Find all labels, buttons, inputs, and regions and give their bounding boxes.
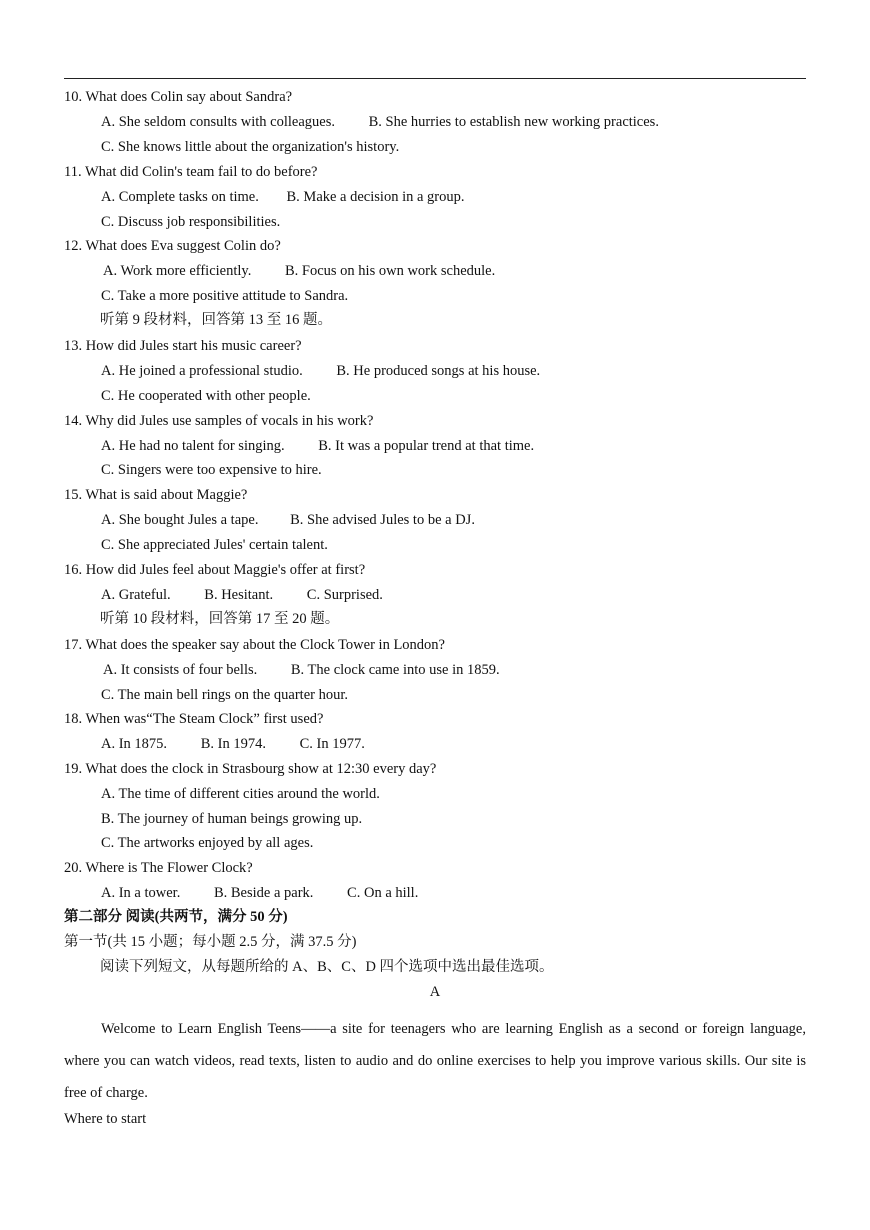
question-17-option-a: A. It consists of four bells. [103,662,258,678]
question-16-option-c: C. Surprised. [306,587,383,603]
question-10-options-row [101,113,659,131]
passage-subheading: Where to start [64,1111,147,1127]
reading-instruction: 阅读下列短文，从每题所给的 A、B、C、D 四个选项中选出最佳选项。 [100,959,554,975]
question-17-stem: 17. What does the speaker say about the Clock Tower in London? [64,637,445,653]
question-19-option-a: A. The time of different cities around the world. [101,786,380,802]
question-12-options-row [103,262,495,280]
passage-paragraph: Welcome to Learn English Teens——a site for teenagers who are learning English as a second or foreign language, where you can watch videos, read texts, listen to audio and do online exercises to help you improve various skills. Our site is free of charge. [64,1021,806,1101]
question-13-option-c: C. He cooperated with other people. [101,388,311,404]
question-15-option-a: A. She bought Jules a tape. [101,512,259,528]
part-2-heading: 第二部分 阅读(共两节，满分 50 分) [64,909,288,925]
question-11-option-c: C. Discuss job responsibilities. [101,214,281,230]
question-10-option-c: C. She knows little about the organization's history. [101,139,400,155]
question-14-option-c: C. Singers were too expensive to hire. [101,462,322,478]
question-17-option-c: C. The main bell rings on the quarter hour. [101,687,348,703]
question-15-options-row [101,511,475,529]
question-14-option-b: B. It was a popular trend at that time. [318,438,535,454]
question-17-options-row [103,661,500,679]
question-18-option-c: C. In 1977. [299,736,365,752]
question-15-option-b: B. She advised Jules to be a DJ. [290,512,475,528]
question-20-option-a: A. In a tower. [101,885,181,901]
question-10-option-b: B. She hurries to establish new working practices. [368,114,659,130]
question-15-stem: 15. What is said about Maggie? [64,487,248,503]
question-11-options-row [101,188,465,206]
section-10-instruction: 听第 10 段材料，回答第 17 至 20 题。 [100,611,340,627]
question-16-option-b: B. Hesitant. [204,587,274,603]
question-10-option-a: A. She seldom consults with colleagues. [101,114,335,130]
question-18-option-b: B. In 1974. [200,736,266,752]
section-1-heading: 第一节(共 15 小题；每小题 2.5 分，满 37.5 分) [64,934,357,950]
section-9-instruction: 听第 9 段材料，回答第 13 至 16 题。 [100,312,332,328]
question-14-stem: 14. Why did Jules use samples of vocals in his work? [64,413,374,429]
question-15-option-c: C. She appreciated Jules' certain talent. [101,537,328,553]
question-20-options-row [101,884,418,902]
question-16-options-row [101,586,383,604]
question-12-option-b: B. Focus on his own work schedule. [284,263,496,279]
question-20-option-b: B. Beside a park. [213,885,314,901]
question-10-stem: 10. What does Colin say about Sandra? [64,89,293,105]
question-11-option-a: A. Complete tasks on time. [101,189,259,205]
passage-label: A [429,984,441,1000]
question-18-stem: 18. When was“The Steam Clock” first used? [64,711,324,727]
header-rule [64,78,806,79]
question-18-option-a: A. In 1875. [101,736,168,752]
question-16-option-a: A. Grateful. [101,587,171,603]
question-19-option-c: C. The artworks enjoyed by all ages. [101,835,314,851]
question-19-option-b: B. The journey of human beings growing up. [101,811,363,827]
question-14-option-a: A. He had no talent for singing. [101,438,285,454]
question-18-options-row [101,735,365,753]
question-20-option-c: C. On a hill. [347,885,419,901]
question-11-option-b: B. Make a decision in a group. [286,189,465,205]
question-20-stem: 20. Where is The Flower Clock? [64,860,253,876]
question-13-stem: 13. How did Jules start his music career? [64,338,302,354]
question-13-option-b: B. He produced songs at his house. [336,363,541,379]
question-19-stem: 19. What does the clock in Strasbourg show at 12:30 every day? [64,761,437,777]
question-12-option-c: C. Take a more positive attitude to Sandra. [101,288,349,304]
question-11-stem: 11. What did Colin's team fail to do before? [64,164,318,180]
question-14-options-row [101,437,534,455]
question-12-stem: 12. What does Eva suggest Colin do? [64,238,281,254]
question-13-options-row [101,362,540,380]
question-13-option-a: A. He joined a professional studio. [101,363,303,379]
question-16-stem: 16. How did Jules feel about Maggie's offer at first? [64,562,366,578]
question-17-option-b: B. The clock came into use in 1859. [290,662,500,678]
question-12-option-a: A. Work more efficiently. [103,263,252,279]
